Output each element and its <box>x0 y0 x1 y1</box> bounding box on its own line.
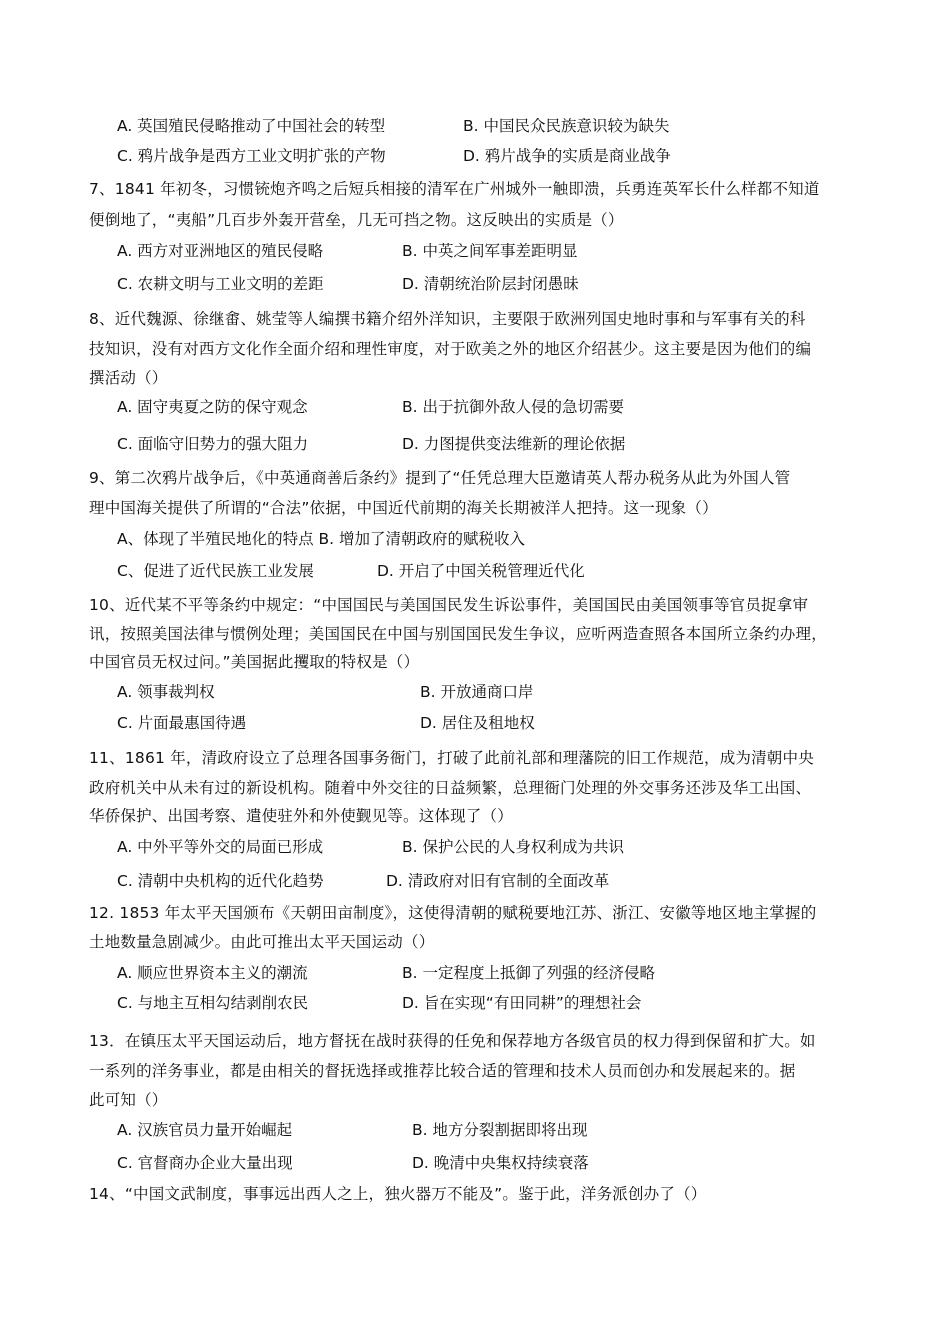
q10-option-b: B. 开放通商口岸 <box>420 683 534 701</box>
q12-option-b: B. 一定程度上抵御了列强的经济侵略 <box>402 964 655 982</box>
q10-stem-line-2: 讯，按照美国法律与惯例处理；美国国民在中国与别国国民发生争议，应听两造查照各本国所立条约办理， <box>89 625 827 643</box>
q8-option-d: D. 力图提供变法维新的理论依据 <box>402 435 626 453</box>
q13-option-d: D. 晚清中央集权持续衰落 <box>412 1154 589 1172</box>
q7-option-b: B. 中英之间军事差距明显 <box>402 242 578 260</box>
q8-option-b: B. 出于抗御外敌人侵的急切需要 <box>402 398 624 416</box>
q12-option-c: C. 与地主互相勾结剥削农民 <box>117 994 309 1012</box>
q10-stem-line-3: 中国官员无权过问。”美国据此攫取的特权是（） <box>89 653 420 671</box>
q10-option-c: C. 片面最惠国待遇 <box>117 714 247 732</box>
q6-option-d: D. 鸦片战争的实质是商业战争 <box>463 147 671 165</box>
q12-stem-line-1: 12. 1853 年太平天国颁布《天朝田亩制度》，这使得清朝的赋税要地江苏、浙江、安徽等地区地主掌握的 <box>89 904 817 922</box>
q10-stem-line-1: 10、近代某不平等条约中规定：“中国国民与美国国民发生诉讼事件，美国国民由美国领事等官员捉拿审 <box>89 596 809 614</box>
q11-stem-line-2: 政府机关中从未有过的新设机构。随着中外交往的日益频繁，总理衙门处理的外交事务还涉及华工出国、 <box>89 779 812 797</box>
q13-stem-line-1: 13．在镇压太平天国运动后，地方督抚在战时获得的任免和保荐地方各级官员的权力得到保留和扩大。如 <box>89 1032 816 1050</box>
q10-option-d: D. 居住及租地权 <box>420 714 535 732</box>
q9-stem-line-2: 理中国海关提供了所谓的“合法”依据，中国近代前期的海关长期被洋人把持。这一现象（） <box>89 499 718 517</box>
q8-stem-line-3: 撰活动（） <box>89 369 168 387</box>
q12-stem-line-2: 土地数量急剧减少。由此可推出太平天国运动（） <box>89 933 435 951</box>
q7-option-a: A. 西方对亚洲地区的殖民侵略 <box>117 242 324 260</box>
q10-option-a: A. 领事裁判权 <box>117 683 215 701</box>
q12-option-a: A. 顺应世界资本主义的潮流 <box>117 964 308 982</box>
q6-option-c: C. 鸦片战争是西方工业文明扩张的产物 <box>117 147 386 165</box>
q13-stem-line-2: 一系列的洋务事业，都是由相关的督抚选择或推荐比较合适的管理和技术人员而创办和发展起来的。据 <box>89 1062 796 1080</box>
q13-option-b: B. 地方分裂割据即将出现 <box>412 1121 588 1139</box>
q7-stem-line-1: 7、1841 年初冬，习惯铳炮齐鸣之后短兵相接的清军在广州城外一触即溃，兵勇连英军长什么样都不知道 <box>89 180 820 198</box>
q8-option-c: C. 面临守旧势力的强大阻力 <box>117 435 309 453</box>
q6-option-b: B. 中国民众民族意识较为缺失 <box>463 117 670 135</box>
q11-option-d: D. 清政府对旧有官制的全面改革 <box>386 872 610 890</box>
q7-option-c: C. 农耕文明与工业文明的差距 <box>117 275 324 293</box>
q11-option-b: B. 保护公民的人身权利成为共识 <box>402 838 624 856</box>
q9-option-d: D. 开启了中国关税管理近代化 <box>377 562 585 580</box>
q8-stem-line-2: 技知识，没有对西方文化作全面介绍和理性审度，对于欧美之外的地区介绍甚少。这主要是因为他们的编 <box>89 340 812 358</box>
q6-option-a: A. 英国殖民侵略推动了中国社会的转型 <box>117 117 386 135</box>
q11-stem-line-3: 华侨保护、出国考察、遣使驻外和外使觐见等。这体现了（） <box>89 807 513 825</box>
q9-option-ab: A、体现了半殖民地化的特点 B. 增加了清朝政府的赋税收入 <box>117 530 526 548</box>
q8-option-a: A. 固守夷夏之防的保守观念 <box>117 398 308 416</box>
q9-stem-line-1: 9、第二次鸦片战争后，《中英通商善后条约》提到了“任凭总理大臣邀请英人帮办税务从此为外国人管 <box>89 469 791 487</box>
q14-stem-line-1: 14、“中国文武制度，事事远出西人之上，独火器万不能及”。鉴于此，洋务派创办了（） <box>89 1185 707 1203</box>
q11-option-c: C. 清朝中央机构的近代化趋势 <box>117 872 324 890</box>
q7-option-d: D. 清朝统治阶层封闭愚昧 <box>402 275 579 293</box>
q13-option-a: A. 汉族官员力量开始崛起 <box>117 1121 293 1139</box>
q12-option-d: D. 旨在实现“有田同耕”的理想社会 <box>402 994 642 1012</box>
q13-option-c: C. 官督商办企业大量出现 <box>117 1154 293 1172</box>
q11-option-a: A. 中外平等外交的局面已形成 <box>117 838 324 856</box>
q13-stem-line-3: 此可知（） <box>89 1091 168 1109</box>
q9-option-c: C、促进了近代民族工业发展 <box>117 562 314 580</box>
q7-stem-line-2: 便倒地了，“夷船”几百步外轰开营垒，几无可挡之物。这反映出的实质是（） <box>89 211 624 229</box>
q8-stem-line-1: 8、近代魏源、徐继畬、姚莹等人编撰书籍介绍外洋知识，主要限于欧洲列国史地时事和与军事有关的科 <box>89 310 806 328</box>
q11-stem-line-1: 11、1861 年，清政府设立了总理各国事务衙门，打破了此前礼部和理藩院的旧工作规范，成为清朝中央 <box>89 749 814 767</box>
